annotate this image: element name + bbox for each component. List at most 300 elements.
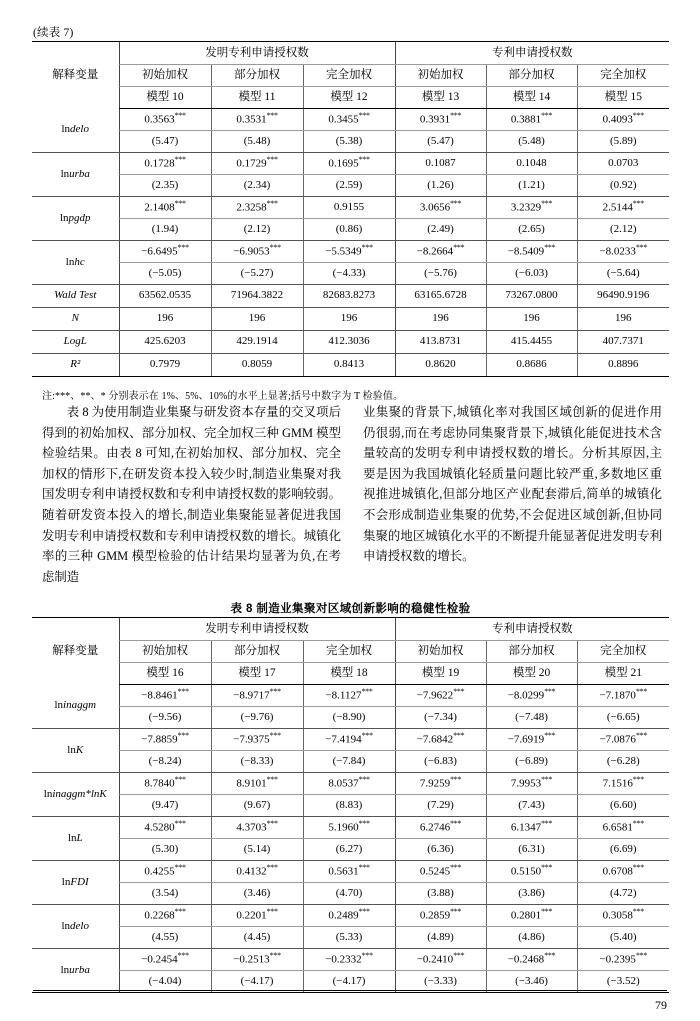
coefficient-cell: 7.9259*** [395, 773, 486, 795]
table-row [32, 729, 669, 751]
tstat-cell: (5.38) [303, 131, 395, 153]
table-row [32, 905, 669, 927]
coefficient-cell: −6.9053*** [211, 241, 303, 263]
coefficient-cell: 7.1516*** [577, 773, 669, 795]
significance-stars: *** [358, 111, 370, 121]
significance-stars: *** [453, 687, 465, 697]
significance-stars: *** [453, 731, 465, 741]
header-model-1: 模型 11 [211, 87, 303, 109]
table-stat-row [32, 308, 669, 331]
body-column-right [363, 402, 662, 587]
tstat-cell: (5.47) [395, 131, 486, 153]
significance-stars: *** [541, 819, 553, 829]
header-model-5: 模型 15 [577, 87, 669, 109]
stat-value-cell: 196 [486, 308, 577, 331]
header-weight-2: 完全加权 [303, 641, 395, 663]
coefficient-cell: −0.2513*** [211, 949, 303, 971]
significance-stars: *** [266, 907, 278, 917]
significance-stars: *** [358, 819, 370, 829]
table-header-row-group [32, 42, 669, 65]
stat-value-cell: 415.4455 [486, 331, 577, 354]
coefficient-cell: −0.2395*** [577, 949, 669, 971]
significance-stars: *** [450, 907, 462, 917]
significance-stars: *** [635, 951, 648, 961]
significance-stars: *** [541, 907, 553, 917]
tstat-cell: (0.92) [577, 175, 669, 197]
significance-stars: *** [269, 243, 281, 253]
significance-stars: *** [266, 155, 278, 165]
significance-stars: *** [269, 687, 281, 697]
significance-stars: *** [177, 731, 189, 741]
stat-value-cell: 82683.8273 [303, 285, 395, 308]
tstat-cell: (−6.65) [577, 707, 669, 729]
header-model-3: 模型 19 [395, 663, 486, 685]
stat-label: LogL [32, 331, 119, 354]
coefficient-cell: 0.0703 [577, 153, 669, 175]
header-model-3: 模型 13 [395, 87, 486, 109]
significance-stars: *** [632, 775, 644, 785]
header-group-1: 专利申请授权数 [395, 618, 669, 641]
header-weight-1: 部分加权 [211, 65, 303, 87]
coefficient-cell: 0.1729*** [211, 153, 303, 175]
tstat-cell: (−6.28) [577, 751, 669, 773]
row-label: lninaggm [32, 685, 119, 729]
significance-stars: *** [269, 951, 281, 961]
significance-stars: *** [266, 819, 278, 829]
significance-stars: *** [174, 863, 186, 873]
header-weight-2: 完全加权 [303, 65, 395, 87]
tstat-cell: (−4.04) [119, 971, 211, 993]
header-weight-0: 初始加权 [119, 65, 211, 87]
coefficient-cell: −7.9375*** [211, 729, 303, 751]
header-group-0: 发明专利申请授权数 [119, 42, 395, 65]
tstat-cell: (−4.33) [303, 263, 395, 285]
table-row-tstat [32, 219, 669, 241]
tstat-cell: (3.46) [211, 883, 303, 905]
header-model-0: 模型 16 [119, 663, 211, 685]
header-model-5: 模型 21 [577, 663, 669, 685]
stat-value-cell: 196 [395, 308, 486, 331]
significance-stars: *** [632, 111, 644, 121]
tstat-cell: (5.30) [119, 839, 211, 861]
significance-stars: *** [453, 951, 465, 961]
coefficient-cell: −0.2332*** [303, 949, 395, 971]
continued-table-label: (续表 7) [33, 27, 74, 39]
coefficient-cell: 0.3881*** [486, 109, 577, 131]
stat-value-cell: 0.8059 [211, 354, 303, 377]
coefficient-cell: 3.2329*** [486, 197, 577, 219]
table-row-tstat [32, 795, 669, 817]
coefficient-cell: −0.2454*** [119, 949, 211, 971]
tstat-cell: (6.36) [395, 839, 486, 861]
table-stat-row [32, 331, 669, 354]
significance-stars: *** [541, 111, 553, 121]
tstat-cell: (4.70) [303, 883, 395, 905]
significance-stars: *** [541, 863, 553, 873]
significance-stars: *** [541, 199, 553, 209]
coefficient-cell: 0.5245*** [395, 861, 486, 883]
tstat-cell: (6.69) [577, 839, 669, 861]
tstat-cell: (2.35) [119, 175, 211, 197]
row-label: lnpgdp [32, 197, 119, 241]
coefficient-cell: 0.3058*** [577, 905, 669, 927]
page-number: 79 [655, 998, 667, 1012]
stat-value-cell: 425.6203 [119, 331, 211, 354]
header-model-2: 模型 18 [303, 663, 395, 685]
coefficient-cell: 8.7840*** [119, 773, 211, 795]
tstat-cell: (3.54) [119, 883, 211, 905]
row-label: lndelo [32, 109, 119, 153]
table7-note-container [32, 382, 669, 402]
coefficient-cell: 0.4132*** [211, 861, 303, 883]
two-column-body [42, 402, 662, 587]
tstat-cell: (−8.33) [211, 751, 303, 773]
tstat-cell: (7.29) [395, 795, 486, 817]
significance-stars: *** [450, 863, 462, 873]
coefficient-cell: −8.0233*** [577, 241, 669, 263]
significance-stars: *** [174, 819, 186, 829]
significance-stars: *** [632, 819, 644, 829]
tstat-cell: (5.48) [486, 131, 577, 153]
tstat-cell: (5.33) [303, 927, 395, 949]
coefficient-cell: −8.8461*** [119, 685, 211, 707]
stat-value-cell: 0.8896 [577, 354, 669, 377]
header-weight-4: 部分加权 [486, 65, 577, 87]
stat-value-cell: 412.3036 [303, 331, 395, 354]
header-variable-column: 解释变量 [32, 42, 119, 109]
header-group-0: 发明专利申请授权数 [119, 618, 395, 641]
significance-stars: *** [358, 155, 370, 165]
tstat-cell: (0.86) [303, 219, 395, 241]
coefficient-cell: 6.6581*** [577, 817, 669, 839]
significance-stars: *** [635, 731, 648, 741]
significance-stars: *** [266, 111, 278, 121]
coefficient-cell: 0.9155 [303, 197, 395, 219]
tstat-cell: (1.21) [486, 175, 577, 197]
row-label: lnL [32, 817, 119, 861]
table-row-tstat [32, 751, 669, 773]
significance-stars: *** [635, 243, 648, 253]
body-column-left [42, 402, 341, 587]
row-label: lndelo [32, 905, 119, 949]
stat-value-cell: 73267.0800 [486, 285, 577, 308]
stat-label: N [32, 308, 119, 331]
tstat-cell: (6.31) [486, 839, 577, 861]
significance-stars: *** [450, 775, 462, 785]
table-row-tstat [32, 263, 669, 285]
tstat-cell: (−5.76) [395, 263, 486, 285]
row-label: lnhc [32, 241, 119, 285]
significance-stars: *** [632, 907, 644, 917]
header-model-4: 模型 20 [486, 663, 577, 685]
significance-stars: *** [361, 687, 373, 697]
header-model-2: 模型 12 [303, 87, 395, 109]
significance-stars: *** [541, 775, 553, 785]
coefficient-cell: −7.4194*** [303, 729, 395, 751]
stat-value-cell: 63165.6728 [395, 285, 486, 308]
table-row [32, 861, 669, 883]
body-paragraph-right: 业集聚的背景下,城镇化率对我国区域创新的促进作用仍很弱,而在考虑协同集聚背景下,城镇化能促进技术含量较高的发明专利申请授权数的增长。分析其原因,主要是因为我国城镇化轻质量问题比较严重,多数地区重视推进城镇化,但部分地区产业配套滞后,简单的城镇化不会形成制造业集聚的优势,不会促进区域创新,但协同集聚的地区城镇化水平的不断提升能显著促进发明专利申请授权数的增长。 [363, 405, 662, 564]
coefficient-cell: −6.6495*** [119, 241, 211, 263]
table-row-tstat [32, 175, 669, 197]
significance-stars: *** [450, 111, 462, 121]
tstat-cell: (−8.24) [119, 751, 211, 773]
coefficient-cell: 0.1087 [395, 153, 486, 175]
table-row [32, 773, 669, 795]
stat-value-cell: 196 [119, 308, 211, 331]
table-row-tstat [32, 839, 669, 861]
coefficient-cell: 0.1728*** [119, 153, 211, 175]
table8-container [32, 617, 669, 993]
stat-value-cell: 71964.3822 [211, 285, 303, 308]
stat-value-cell: 196 [303, 308, 395, 331]
coefficient-cell: 0.6708*** [577, 861, 669, 883]
stat-value-cell: 0.7979 [119, 354, 211, 377]
significance-stars: *** [358, 907, 370, 917]
coefficient-cell: −7.1870*** [577, 685, 669, 707]
coefficient-cell: −8.2664*** [395, 241, 486, 263]
coefficient-cell: −8.9717*** [211, 685, 303, 707]
tstat-cell: (1.94) [119, 219, 211, 241]
coefficient-cell: 0.1048 [486, 153, 577, 175]
tstat-cell: (−5.27) [211, 263, 303, 285]
tstat-cell: (8.83) [303, 795, 395, 817]
tstat-cell: (2.49) [395, 219, 486, 241]
header-weight-1: 部分加权 [211, 641, 303, 663]
significance-stars: *** [635, 687, 648, 697]
tstat-cell: (4.45) [211, 927, 303, 949]
tstat-cell: (−5.64) [577, 263, 669, 285]
coefficient-cell: 0.2489*** [303, 905, 395, 927]
tstat-cell: (6.27) [303, 839, 395, 861]
tstat-cell: (−6.83) [395, 751, 486, 773]
coefficient-cell: 0.2859*** [395, 905, 486, 927]
table-row [32, 817, 669, 839]
tstat-cell: (−8.90) [303, 707, 395, 729]
significance-stars: *** [269, 731, 281, 741]
tstat-cell: (−3.52) [577, 971, 669, 993]
row-label: lnurba [32, 949, 119, 993]
significance-stars: *** [544, 687, 556, 697]
row-label: lnFDI [32, 861, 119, 905]
tstat-cell: (2.12) [577, 219, 669, 241]
significance-stars: *** [174, 907, 186, 917]
significance-stars: *** [361, 951, 373, 961]
coefficient-cell: 0.2201*** [211, 905, 303, 927]
table8-caption: 表 8 制造业集聚对区域创新影响的稳健性检验 [230, 603, 471, 615]
coefficient-cell: 0.3931*** [395, 109, 486, 131]
tstat-cell: (1.26) [395, 175, 486, 197]
coefficient-cell: −7.6842*** [395, 729, 486, 751]
table-header-row-group [32, 618, 669, 641]
stat-value-cell: 413.8731 [395, 331, 486, 354]
significance-stars: *** [453, 243, 465, 253]
significance-stars: *** [174, 199, 186, 209]
tstat-cell: (−7.34) [395, 707, 486, 729]
coefficient-cell: 6.1347*** [486, 817, 577, 839]
significance-stars: *** [358, 863, 370, 873]
table-header-row-weight [32, 641, 669, 663]
table-row-tstat [32, 883, 669, 905]
coefficient-cell: −7.8859*** [119, 729, 211, 751]
coefficient-cell: −7.0876*** [577, 729, 669, 751]
table7-container [32, 41, 669, 377]
table-row [32, 949, 669, 971]
table-row [32, 685, 669, 707]
significance-stars: *** [266, 775, 278, 785]
tstat-cell: (5.47) [119, 131, 211, 153]
header-variable-column: 解释变量 [32, 618, 119, 685]
body-paragraph-left: 表 8 为使用制造业集聚与研发资本存量的交叉项后得到的初始加权、部分加权、完全加权三种 GMM 模型检验结果。由表 8 可知,在初始加权、部分加权、完全加权的情形下,在研发资本投入较少时,制造业集聚对我国发明专利申请授权数和专利申请授权数的影响较弱。随着研发资本投入的增长,制造业集聚能显著促进我国发明专利申请授权数和专利申请授权数的增长。城镇化率的三种 GMM 模型检验的估计结果均显著为负,在考虑制造 [42, 405, 341, 584]
coefficient-cell: 2.1408*** [119, 197, 211, 219]
tstat-cell: (5.40) [577, 927, 669, 949]
coefficient-cell: −8.5409*** [486, 241, 577, 263]
stat-value-cell: 196 [577, 308, 669, 331]
tstat-cell: (−6.89) [486, 751, 577, 773]
tstat-cell: (4.72) [577, 883, 669, 905]
tstat-cell: (2.12) [211, 219, 303, 241]
significance-stars: *** [544, 243, 556, 253]
coefficient-cell: 0.3563*** [119, 109, 211, 131]
significance-stars: *** [544, 951, 556, 961]
tstat-cell: (9.67) [211, 795, 303, 817]
tstat-cell: (5.48) [211, 131, 303, 153]
significance-stars: *** [358, 775, 370, 785]
stat-label: R² [32, 354, 119, 377]
tstat-cell: (−9.76) [211, 707, 303, 729]
tstat-cell: (5.89) [577, 131, 669, 153]
tstat-cell: (−3.33) [395, 971, 486, 993]
significance-stars: *** [632, 863, 644, 873]
stat-value-cell: 407.7371 [577, 331, 669, 354]
tstat-cell: (−5.05) [119, 263, 211, 285]
coefficient-cell: −8.1127*** [303, 685, 395, 707]
table-header-row-model [32, 663, 669, 685]
coefficient-cell: −8.0299*** [486, 685, 577, 707]
coefficient-cell: 2.3258*** [211, 197, 303, 219]
stat-value-cell: 0.8413 [303, 354, 395, 377]
header-model-1: 模型 17 [211, 663, 303, 685]
coefficient-cell: −0.2468*** [486, 949, 577, 971]
table-stat-row [32, 354, 669, 377]
table-row-tstat [32, 131, 669, 153]
stat-value-cell: 63562.0535 [119, 285, 211, 308]
significance-stars: *** [266, 863, 278, 873]
row-label: lninaggm*lnK [32, 773, 119, 817]
header-model-4: 模型 14 [486, 87, 577, 109]
footer-rule [33, 990, 667, 991]
tstat-cell: (2.34) [211, 175, 303, 197]
tstat-cell: (9.47) [119, 795, 211, 817]
stat-value-cell: 429.1914 [211, 331, 303, 354]
stat-value-cell: 0.8686 [486, 354, 577, 377]
tstat-cell: (−6.03) [486, 263, 577, 285]
table-row [32, 153, 669, 175]
stat-value-cell: 96490.9196 [577, 285, 669, 308]
tstat-cell: (−9.56) [119, 707, 211, 729]
coefficient-cell: −5.5349*** [303, 241, 395, 263]
significance-stars: *** [266, 199, 278, 209]
coefficient-cell: −7.9622*** [395, 685, 486, 707]
coefficient-cell: 0.4255*** [119, 861, 211, 883]
header-weight-3: 初始加权 [395, 65, 486, 87]
coefficient-cell: 4.3703*** [211, 817, 303, 839]
coefficient-cell: −7.6919*** [486, 729, 577, 751]
coefficient-cell: 0.5150*** [486, 861, 577, 883]
header-weight-5: 完全加权 [577, 641, 669, 663]
significance-stars: *** [177, 951, 189, 961]
table-header-row-model [32, 87, 669, 109]
tstat-cell: (2.65) [486, 219, 577, 241]
table-row [32, 241, 669, 263]
coefficient-cell: 8.9101*** [211, 773, 303, 795]
header-model-0: 模型 10 [119, 87, 211, 109]
tstat-cell: (4.89) [395, 927, 486, 949]
coefficient-cell: 8.0537*** [303, 773, 395, 795]
tstat-cell: (2.59) [303, 175, 395, 197]
coefficient-cell: 2.5144*** [577, 197, 669, 219]
table-row [32, 197, 669, 219]
tstat-cell: (−7.84) [303, 751, 395, 773]
significance-stars: *** [174, 111, 186, 121]
coefficient-cell: 0.3455*** [303, 109, 395, 131]
coefficient-cell: 0.3531*** [211, 109, 303, 131]
significance-stars: *** [450, 199, 462, 209]
coefficient-cell: 3.0656*** [395, 197, 486, 219]
coefficient-cell: 0.1695*** [303, 153, 395, 175]
coefficient-cell: 0.2268*** [119, 905, 211, 927]
table7 [32, 41, 669, 377]
significance-stars: *** [544, 731, 556, 741]
tstat-cell: (6.60) [577, 795, 669, 817]
tstat-cell: (5.14) [211, 839, 303, 861]
table8 [32, 617, 669, 993]
table-header-row-weight [32, 65, 669, 87]
coefficient-cell: 0.5631*** [303, 861, 395, 883]
coefficient-cell: 6.2746*** [395, 817, 486, 839]
header-weight-5: 完全加权 [577, 65, 669, 87]
table-row-tstat [32, 707, 669, 729]
header-weight-0: 初始加权 [119, 641, 211, 663]
row-label: lnK [32, 729, 119, 773]
row-label: lnurba [32, 153, 119, 197]
significance-stars: *** [174, 775, 186, 785]
coefficient-cell: 7.9953*** [486, 773, 577, 795]
coefficient-cell: 4.5280*** [119, 817, 211, 839]
table8-caption-container [32, 600, 669, 616]
stat-label: Wald Test [32, 285, 119, 308]
stat-value-cell: 196 [211, 308, 303, 331]
coefficient-cell: 5.1960*** [303, 817, 395, 839]
significance-stars: *** [177, 687, 189, 697]
header-weight-3: 初始加权 [395, 641, 486, 663]
tstat-cell: (−4.17) [211, 971, 303, 993]
tstat-cell: (−3.46) [486, 971, 577, 993]
coefficient-cell: −0.2410*** [395, 949, 486, 971]
significance-stars: *** [177, 243, 189, 253]
table-row [32, 109, 669, 131]
stat-value-cell: 0.8620 [395, 354, 486, 377]
significance-stars: *** [361, 243, 373, 253]
tstat-cell: (3.88) [395, 883, 486, 905]
significance-stars: *** [450, 819, 462, 829]
table-row-tstat [32, 927, 669, 949]
tstat-cell: (−7.48) [486, 707, 577, 729]
table-stat-row [32, 285, 669, 308]
table7-note: 注:***、**、* 分别表示在 1%、5%、10%的水平上显著;括号中数字为 T 检验值。 [42, 391, 404, 402]
header-weight-4: 部分加权 [486, 641, 577, 663]
tstat-cell: (4.55) [119, 927, 211, 949]
